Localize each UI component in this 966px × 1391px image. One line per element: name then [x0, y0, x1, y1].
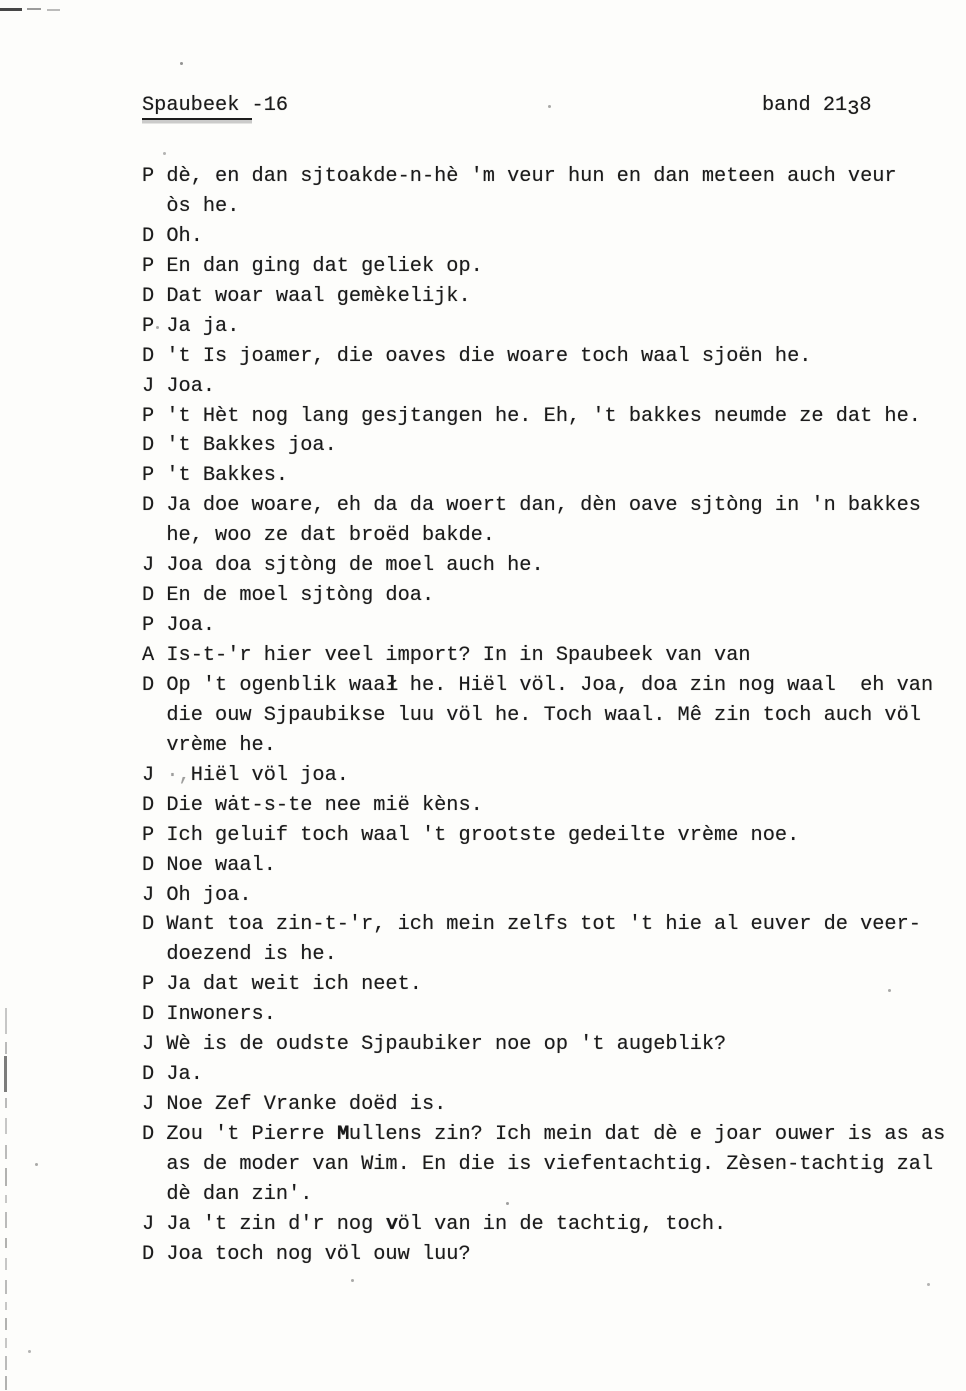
speaker-label: P	[142, 823, 155, 847]
line-text: Hiël völ joa.	[190, 763, 349, 787]
scan-artifact	[351, 1279, 354, 1282]
line-text: ł	[385, 673, 398, 697]
line-text: Ja ja.	[166, 314, 240, 338]
transcript-line	[142, 611, 945, 641]
band-number-text: 3	[847, 98, 860, 121]
scan-artifact	[5, 1098, 7, 1108]
line-text: dè dan zin'.	[166, 1182, 313, 1206]
line-text: Op 't ogenblik waa	[166, 673, 386, 697]
transcript-line	[142, 821, 945, 851]
speaker-label: D	[142, 224, 155, 248]
line-text: Ja dat weit ich neet.	[166, 973, 422, 997]
line-text: öl van in de tachtig, toch.	[397, 1212, 727, 1236]
scan-artifact	[5, 1168, 7, 1186]
scan-artifact	[28, 1350, 31, 1353]
line-text: Die wȧt-s-te nee mië kèns.	[166, 793, 483, 817]
scan-artifact	[5, 1302, 7, 1310]
speaker-label: D	[142, 1003, 155, 1027]
line-text: ullens zin? Ich mein dat dè e joar ouwer is as as	[348, 1123, 946, 1146]
line-text: M	[336, 1123, 349, 1146]
transcript-line	[142, 791, 945, 821]
line-text: Noe waal.	[166, 853, 276, 877]
transcript-line	[142, 1240, 945, 1270]
scan-artifact	[4, 1056, 7, 1092]
speaker-label: J	[142, 763, 155, 787]
line-text: Ja 't zin d'r nog	[166, 1212, 386, 1236]
transcript-line	[142, 1060, 945, 1090]
line-text: Joa.	[166, 614, 216, 638]
line-text: En de moel sjtòng doa.	[166, 584, 435, 608]
transcript-line	[142, 521, 945, 551]
transcript-line	[142, 282, 945, 312]
line-text: Ja.	[166, 1063, 203, 1087]
scan-artifact	[5, 1042, 7, 1054]
speaker-label: D	[142, 1123, 155, 1146]
scan-artifact	[5, 1008, 7, 1034]
line-text: En dan ging dat geliek op.	[166, 254, 483, 278]
line-text: Oh.	[166, 224, 203, 248]
speaker-label: A	[142, 644, 155, 667]
scan-artifact	[163, 152, 166, 155]
speaker-label: D	[142, 284, 155, 308]
scan-artifact	[180, 62, 183, 65]
scan-artifact	[27, 8, 41, 10]
line-text: die ouw Sjpaubikse luu völ he. Toch waal. Mê zin toch auch völ	[166, 703, 921, 727]
transcript-line	[142, 342, 945, 372]
speaker-label: D	[142, 1242, 155, 1266]
speaker-label: J	[142, 374, 155, 398]
line-text: Inwoners.	[166, 1003, 276, 1027]
transcript-line	[142, 671, 945, 701]
transcript-line	[142, 581, 945, 611]
scan-artifact	[47, 9, 60, 11]
speaker-label: D	[142, 793, 155, 817]
speaker-label: P	[142, 254, 155, 278]
transcript-line	[142, 551, 945, 581]
scan-artifact	[5, 1338, 7, 1348]
speaker-label: P	[142, 464, 155, 488]
transcript-line	[142, 1180, 945, 1210]
speaker-label: D	[142, 494, 155, 518]
transcript-line	[142, 881, 945, 911]
line-text: Ja doe woare, eh da da woert dan, dèn oave sjtòng in 'n bakkes	[166, 494, 921, 518]
transcript-line	[142, 312, 945, 342]
speaker-label: D	[142, 913, 155, 937]
line-text: òs he.	[166, 194, 240, 218]
page-title-number: -16	[251, 94, 289, 117]
line-text: ·,	[166, 763, 191, 787]
transcript-line	[142, 222, 945, 252]
scan-artifact	[5, 1376, 7, 1390]
transcript-line	[142, 731, 945, 761]
speaker-label: D	[142, 584, 155, 608]
transcript-line	[142, 372, 945, 402]
band-number	[762, 94, 872, 121]
transcript-line	[142, 252, 945, 282]
transcript-line	[142, 910, 945, 940]
line-text: Noe Zef Vranke doëd is.	[166, 1093, 447, 1117]
scan-artifact	[5, 1145, 7, 1159]
speaker-label: J	[142, 883, 155, 907]
transcript-line	[142, 641, 945, 671]
scan-artifact	[5, 1318, 7, 1330]
scan-artifact	[5, 1280, 7, 1294]
speaker-label: D	[142, 1063, 155, 1087]
speaker-label: J	[142, 554, 155, 578]
scan-artifact	[506, 1202, 509, 1205]
transcript-line	[142, 761, 945, 791]
transcript-line	[142, 851, 945, 881]
transcript-line	[142, 402, 945, 432]
speaker-label: D	[142, 673, 155, 697]
line-text: Want toa zin-t-'r, ich mein zelfs tot 't hie al euver de veer-	[166, 913, 921, 937]
speaker-label: D	[142, 344, 155, 368]
line-text: Zou 't Pierre	[166, 1123, 337, 1146]
speaker-label: D	[142, 853, 155, 877]
band-number-text: band 21	[762, 94, 848, 117]
transcript-line	[142, 1090, 945, 1120]
transcript-line	[142, 162, 945, 192]
scan-artifact	[927, 1283, 930, 1286]
transcript	[142, 162, 945, 1270]
speaker-label: P	[142, 404, 155, 428]
line-text: 't Bakkes joa.	[166, 434, 337, 458]
line-text: 't Is joamer, die oaves die woare toch waal sjoën he.	[166, 344, 812, 368]
speaker-label: J	[142, 1093, 155, 1117]
scan-artifact	[5, 1258, 7, 1270]
speaker-label: J	[142, 1212, 155, 1236]
scan-artifact	[5, 1118, 7, 1134]
transcript-line	[142, 1210, 945, 1240]
transcript-line	[142, 1000, 945, 1030]
line-text: Ich geluif toch waal 't grootste gedeilte vrème noe.	[166, 823, 800, 847]
scan-artifact	[548, 105, 551, 108]
line-text: 't Bakkes.	[166, 464, 289, 488]
band-number-text: 8	[859, 94, 872, 117]
transcript-line	[142, 1120, 945, 1150]
line-text: dè, en dan sjtoakde-n-hè 'm veur hun en dan meteen auch veur	[166, 165, 897, 188]
line-text: he. Hiël völ. Joa, doa zin nog waal eh van	[397, 673, 934, 697]
transcript-line	[142, 940, 945, 970]
transcript-line	[142, 701, 945, 731]
line-text: Wè is de oudste Sjpaubiker noe op 't augeblik?	[166, 1033, 727, 1057]
scan-artifact	[35, 1163, 38, 1166]
speaker-label: P	[142, 614, 155, 638]
scan-artifact	[156, 326, 159, 329]
line-text: he, woo ze dat broëd bakde.	[166, 524, 495, 548]
speaker-label: D	[142, 434, 155, 458]
page-title-text: Spaubeek	[142, 94, 252, 120]
line-text: as de moder van Wim. En die is viefentachtig. Zèsen-tachtig zal	[166, 1152, 934, 1176]
line-text: doezend is he.	[166, 943, 337, 967]
speaker-label: P	[142, 165, 155, 188]
transcript-line	[142, 970, 945, 1000]
line-text: Joa.	[166, 374, 216, 398]
speaker-label: J	[142, 1033, 155, 1057]
transcript-line	[142, 461, 945, 491]
scan-artifact	[5, 1356, 7, 1370]
speaker-label: P	[142, 314, 155, 338]
speaker-label: P	[142, 973, 155, 997]
transcript-line	[142, 1150, 945, 1180]
transcript-line	[142, 491, 945, 521]
line-text: Dat woar waal gemèkelijk.	[166, 284, 471, 308]
line-text: vrème he.	[166, 733, 276, 757]
scan-artifact	[0, 8, 22, 11]
scan-artifact	[5, 1195, 7, 1203]
page-title	[142, 94, 288, 117]
line-text: v	[385, 1212, 398, 1236]
scan-artifact	[5, 1212, 7, 1228]
line-text: Oh joa.	[166, 883, 252, 907]
scan-artifact	[5, 1238, 7, 1248]
line-text: Joa toch nog völ ouw luu?	[166, 1242, 471, 1266]
transcript-line	[142, 431, 945, 461]
transcript-line	[142, 1030, 945, 1060]
scan-artifact	[888, 989, 891, 992]
line-text: Is-t-'r hier veel import? In in Spaubeek van van	[166, 644, 751, 667]
transcript-line	[142, 192, 945, 222]
line-text: 't Hèt nog lang gesjtangen he. Eh, 't bakkes neumde ze dat he.	[166, 404, 921, 428]
line-text: Joa doa sjtòng de moel auch he.	[166, 554, 544, 578]
